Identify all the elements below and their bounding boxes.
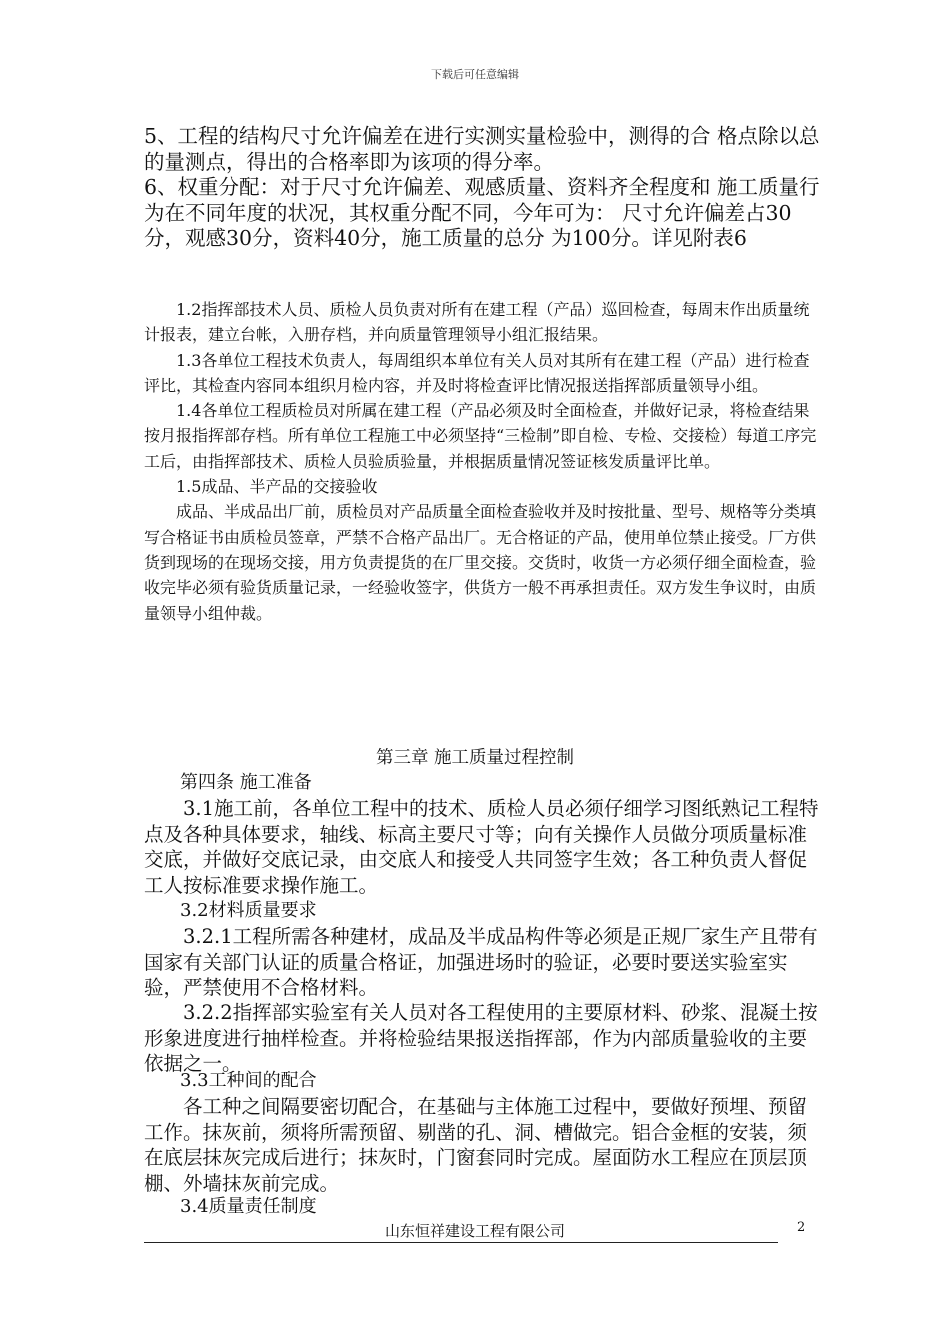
- paragraph-1-2: 1.2指挥部技术人员、质检人员负责对所有在建工程（产品）巡回检查，每周末作出质量统计报表，建立台帐，入册存档，并向质量管理领导小组汇报结果。: [144, 300, 810, 345]
- footer-company-name: 山东恒祥建设工程有限公司: [384, 1222, 565, 1240]
- paragraph-1-5-heading: 1.5成品、半产品的交接验收: [176, 477, 378, 497]
- item-3-2-heading: 3.2材料质量要求: [180, 900, 317, 921]
- paragraph-1-4: 1.4各单位工程质检员对所属在建工程（产品必须及时全面检查，并做好记录，将检查结果按月报指挥部存档。所有单位工程施工中必须坚持“三检制”即自检、专检、交接检）每道工序完工后，由指挥部技术、质检人员验质验量，并根据质量情况签证核发质量评比单。: [144, 401, 817, 471]
- chapter-title: 第三章 施工质量过程控制: [375, 748, 575, 768]
- paragraph-1-5-body: 成品、半成品出厂前，质检员对产品质量全面检查验收并及时按批量、型号、规格等分类填写合格证书由质检员签章，严禁不合格产品出厂。无合格证的产品，使用单位禁止接受。厂方供货到现场的在现场交接，用方负责提货的在厂里交接。交货时，收货一方必须仔细全面检查，验收完毕必须有验货质量记录，一经验收签字，供货方一般不再承担责任。双方发生争议时，由质量领导小组仲裁。: [144, 502, 817, 623]
- item-3-2-2: 3.2.2指挥部实验室有关人员对各工程使用的主要原材料、砂浆、混凝土按形象进度进行抽样检查。并将检验结果报送指挥部，作为内部质量验收的主要依据之一。: [144, 1001, 818, 1075]
- footer-page-number: 2: [797, 1220, 806, 1235]
- paragraph-1-3: 1.3各单位工程技术负责人，每周组织本单位有关人员对其所有在建工程（产品）进行检查评比，其检查内容同本组织月检内容，并及时将检查评比情况报送指挥部质量领导小组。: [144, 350, 810, 395]
- intro-paragraph-6: 6、权重分配：对于尺寸允许偏差、观感质量、资料齐全程度和 施工质量行为在不同年度的状况，其权重分配不同，今年可为： 尺寸允许偏差占30分，观感30分，资料40分，施工质量的总分 为100分。详见附表6: [144, 175, 820, 250]
- item-3-1: 3.1施工前，各单位工程中的技术、质检人员必须仔细学习图纸熟记工程特点及各种具体要求，轴线、标高主要尺寸等；向有关操作人员做分项质量标准交底，并做好交底记录，由交底人和接受人共同签字生效；各工种负责人督促工人按标准要求操作施工。: [144, 797, 819, 897]
- footer-rule: [144, 1242, 778, 1243]
- intro-block: [144, 124, 824, 252]
- section-1-block: [144, 297, 824, 626]
- item-3-2-1: 3.2.1工程所需各种建材，成品及半成品构件等必须是正规厂家生产且带有国家有关部门认证的质量合格证，加强进场时的验证，必要时要送实验室实验，严禁使用不合格材料。: [144, 925, 818, 999]
- item-3-3-body: 各工种之间隔要密切配合，在基础与主体施工过程中，要做好预埋、预留工作。抹灰前，须将所需预留、剔凿的孔、洞、槽做完。铝合金框的安装，须在底层抹灰完成后进行；抹灰时，门窗套同时完成。屋面防水工程应在顶层顶棚、外墙抹灰前完成。: [144, 1095, 808, 1195]
- article-title: 第四条 施工准备: [180, 772, 312, 793]
- item-3-3-heading: 3.3工种间的配合: [180, 1070, 317, 1091]
- intro-paragraph-5: 5、工程的结构尺寸允许偏差在进行实测实量检验中，测得的合 格点除以总的量测点，得出的合格率即为该项的得分率。: [144, 124, 820, 174]
- page-header-note: 下载后可任意编辑: [431, 68, 519, 81]
- item-3-4-heading: 3.4质量责任制度: [180, 1196, 317, 1217]
